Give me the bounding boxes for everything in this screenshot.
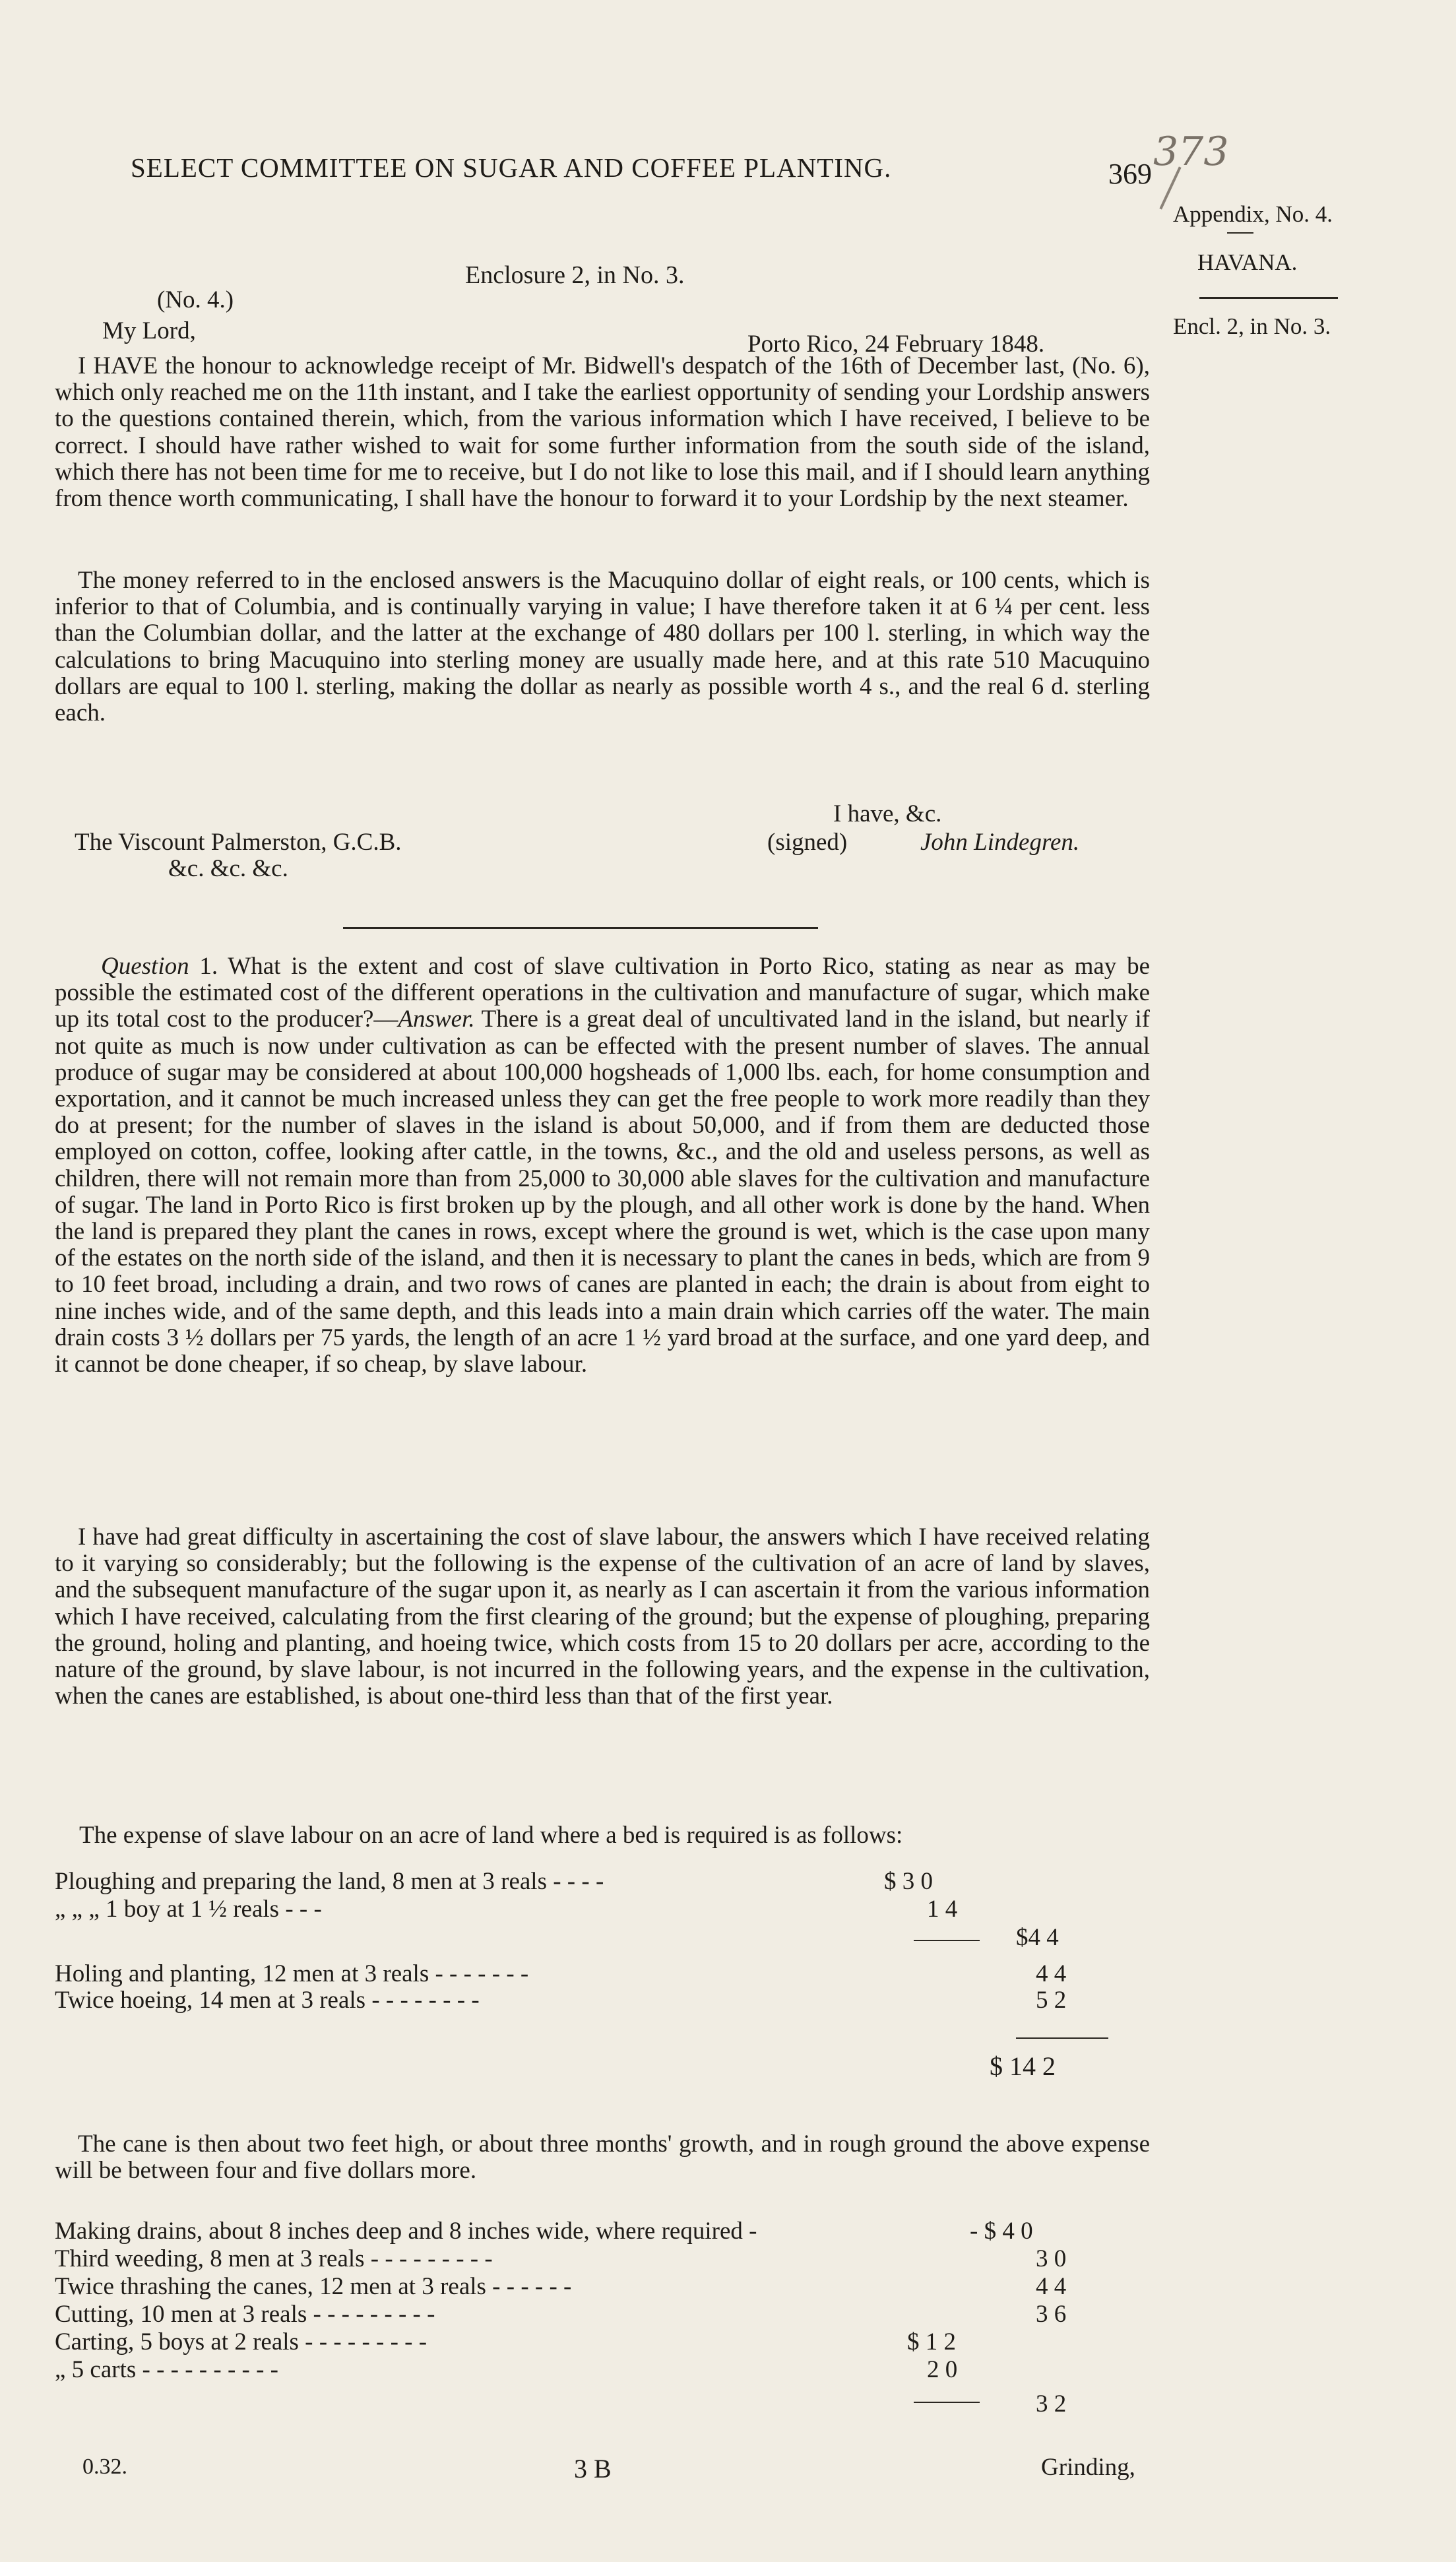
addressee: The Viscount Palmerston, G.C.B. xyxy=(75,829,402,856)
table1-row: Ploughing and preparing the land, 8 men at 3 reals - - - - xyxy=(55,1868,604,1895)
question-label: Question xyxy=(101,953,189,980)
sidebar-rule xyxy=(1199,297,1338,299)
table2-cell: 2 0 xyxy=(927,2356,958,2383)
table1-cell: $ 3 0 xyxy=(884,1868,933,1895)
catchword: Grinding, xyxy=(1041,2454,1135,2481)
table2-cell: 3 0 xyxy=(1036,2245,1067,2272)
pencil-annotation: 373 xyxy=(1153,129,1229,175)
letter-number: (No. 4.) xyxy=(157,286,234,313)
letter-paragraph-1: I HAVE the honour to acknowledge receipt of Mr. Bidwell's despatch of the 16th of December last, (No. 6), which only reached me on the 11th instant, and I take the earliest opportunity of sending your Lordship answers to the questions contained therein, which, from the various information which I have received, I believe to be correct. I should have rather wished to wait for some further information from the south side of the island, which there has not been time for me to receive, but I do not like to lose this mail, and if I should learn anything from thence worth communicating, I shall have the honour to forward it to your Lordship by the next steamer. xyxy=(55,352,1150,513)
place-date: Porto Rico, 24 February 1848. xyxy=(747,331,1045,358)
signature-mark: 3 B xyxy=(574,2454,612,2483)
table-intro: The expense of slave labour on an acre of land where a bed is required is as follows: xyxy=(79,1822,903,1849)
sidebar-enclosure: Encl. 2, in No. 3. xyxy=(1173,313,1331,339)
question-paragraph-2: I have had great difficulty in ascertaining the cost of slave labour, the answers which I have received relating to it varying so considerably; but the following is the expense of the cultivation of an acre of land by slaves, and the subsequent manufacture of the sugar upon it, as nearly as I can ascertain it from the various information which I have received, calculating from the first clearing of the ground; but the expense of ploughing, preparing the ground, holing and planting, and hoeing twice, which costs from 15 to 20 dollars per acre, according to the nature of the ground, by slave labour, is not incurred in the following years, and the expense in the cultivation, when the canes are established, is about one-third less than that of the first year. xyxy=(55,1523,1150,1710)
signed-label: (signed) xyxy=(767,829,848,856)
table1-total: $ 14 2 xyxy=(990,2051,1056,2081)
question-text: 1. What is the extent and cost of slave cultivation in Porto Rico, stating as near as may be possible the estimated cost of the different operations in the cultivation and manufacture of sugar, which make up its total cost to the producer?— xyxy=(55,953,1150,1033)
footer-code: 0.32. xyxy=(82,2454,127,2479)
table2-row: Third weeding, 8 men at 3 reals - - - - - - - - - xyxy=(55,2245,493,2272)
subtotal-rule xyxy=(914,1940,980,1941)
enclosure-heading: Enclosure 2, in No. 3. xyxy=(465,261,685,289)
letter-closing: I have, &c. xyxy=(833,800,942,827)
table1-cell: 5 2 xyxy=(1036,1987,1067,2014)
table2-row: Cutting, 10 men at 3 reals - - - - - - - - - xyxy=(55,2301,435,2328)
answer-label: Answer. xyxy=(398,1006,475,1033)
table1-cell: 4 4 xyxy=(1036,1960,1067,1987)
between-paragraph: The cane is then about two feet high, or about three months' growth, and in rough ground the above expense will be between four and five dollars more. xyxy=(55,2130,1150,2185)
salutation: My Lord, xyxy=(102,317,196,344)
table1-cell: 1 4 xyxy=(927,1896,958,1923)
table2-row: „ 5 carts - - - - - - - - - - xyxy=(55,2356,278,2383)
total-rule xyxy=(1016,2037,1108,2039)
table1-row: Holing and planting, 12 men at 3 reals - - - - - - - xyxy=(55,1960,529,1987)
table1-row: Twice hoeing, 14 men at 3 reals - - - - - - - - xyxy=(55,1987,480,2014)
sidebar-short-rule xyxy=(1227,232,1253,234)
table2-row: Making drains, about 8 inches deep and 8 inches wide, where required - xyxy=(55,2218,757,2245)
letter-paragraph-2: The money referred to in the enclosed answers is the Macuquino dollar of eight reals, or 100 cents, which is inferior to that of Columbia, and is continually varying in value; I have therefore taken it at 6 ¼ per cent. less than the Columbian dollar, and the latter at the exchange of 480 dollars per 100 l. sterling, in which way the calculations to bring Macuquino into sterling money are usually made here, and at this rate 510 Macuquino dollars are equal to 100 l. sterling, making the dollar as nearly as possible worth 4 s., and the real 6 d. sterling each. xyxy=(55,567,1150,727)
addressee-etc: &c. &c. &c. xyxy=(168,855,288,882)
sidebar-place: HAVANA. xyxy=(1197,249,1298,275)
table2-row: Carting, 5 boys at 2 reals - - - - - - - - - xyxy=(55,2328,427,2355)
subtotal-rule xyxy=(914,2402,980,2403)
table2-subtotal: 3 2 xyxy=(1036,2390,1067,2418)
table1-subtotal: $4 4 xyxy=(1016,1924,1059,1951)
table2-cell: $ 1 2 xyxy=(907,2328,956,2355)
page-number: 369 xyxy=(1108,158,1152,190)
sidebar-appendix: Appendix, No. 4. xyxy=(1173,201,1333,227)
answer-text: There is a great deal of uncultivated land in the island, but nearly if not quite as much is now under cultivation as can be effected with the present number of slaves. The annual produce of sugar may be considered at about 100,000 hogsheads of 1,000 lbs. each, for home consumption and exportation, and it cannot be much increased unless they can get the free people to work more readily than they do at present; for the number of slaves in the island is about 50,000, and if from them are deducted those employed on cotton, coffee, looking after cattle, in the towns, &c., and the old and useless persons, as well as children, there will not remain more than from 25,000 to 30,000 able slaves for the cultivation and manufacture of sugar. The land in Porto Rico is first broken up by the plough, and all other work is done by the hand. When the land is prepared they plant the canes in rows, except where the ground is wet, which is the case upon many of the estates on the north side of the island, and then it is necessary to plant the canes in beds, which are from 9 to 10 feet broad, including a drain, and two rows of canes are planted in each; the drain is about from eight to nine inches wide, and of the same depth, and this leads into a main drain which carries off the water. The main drain costs 3 ½ dollars per 75 yards, the length of an acre 1 ½ yard broad at the surface, and one yard deep, and it cannot be done cheaper, if so cheap, by slave labour. xyxy=(55,1006,1150,1378)
table1-row: „ „ „ 1 boy at 1 ½ reals - - - xyxy=(55,1896,322,1923)
table2-cell: - $ 4 0 xyxy=(970,2218,1033,2245)
running-header: SELECT COMMITTEE ON SUGAR AND COFFEE PLANTING. xyxy=(131,152,892,183)
table2-cell: 4 4 xyxy=(1036,2273,1067,2300)
table2-cell: 3 6 xyxy=(1036,2301,1067,2328)
signature: John Lindegren. xyxy=(920,829,1080,856)
section-rule xyxy=(343,927,818,929)
question-paragraph-1 xyxy=(55,953,1150,1378)
table2-row: Twice thrashing the canes, 12 men at 3 reals - - - - - - xyxy=(55,2273,572,2300)
